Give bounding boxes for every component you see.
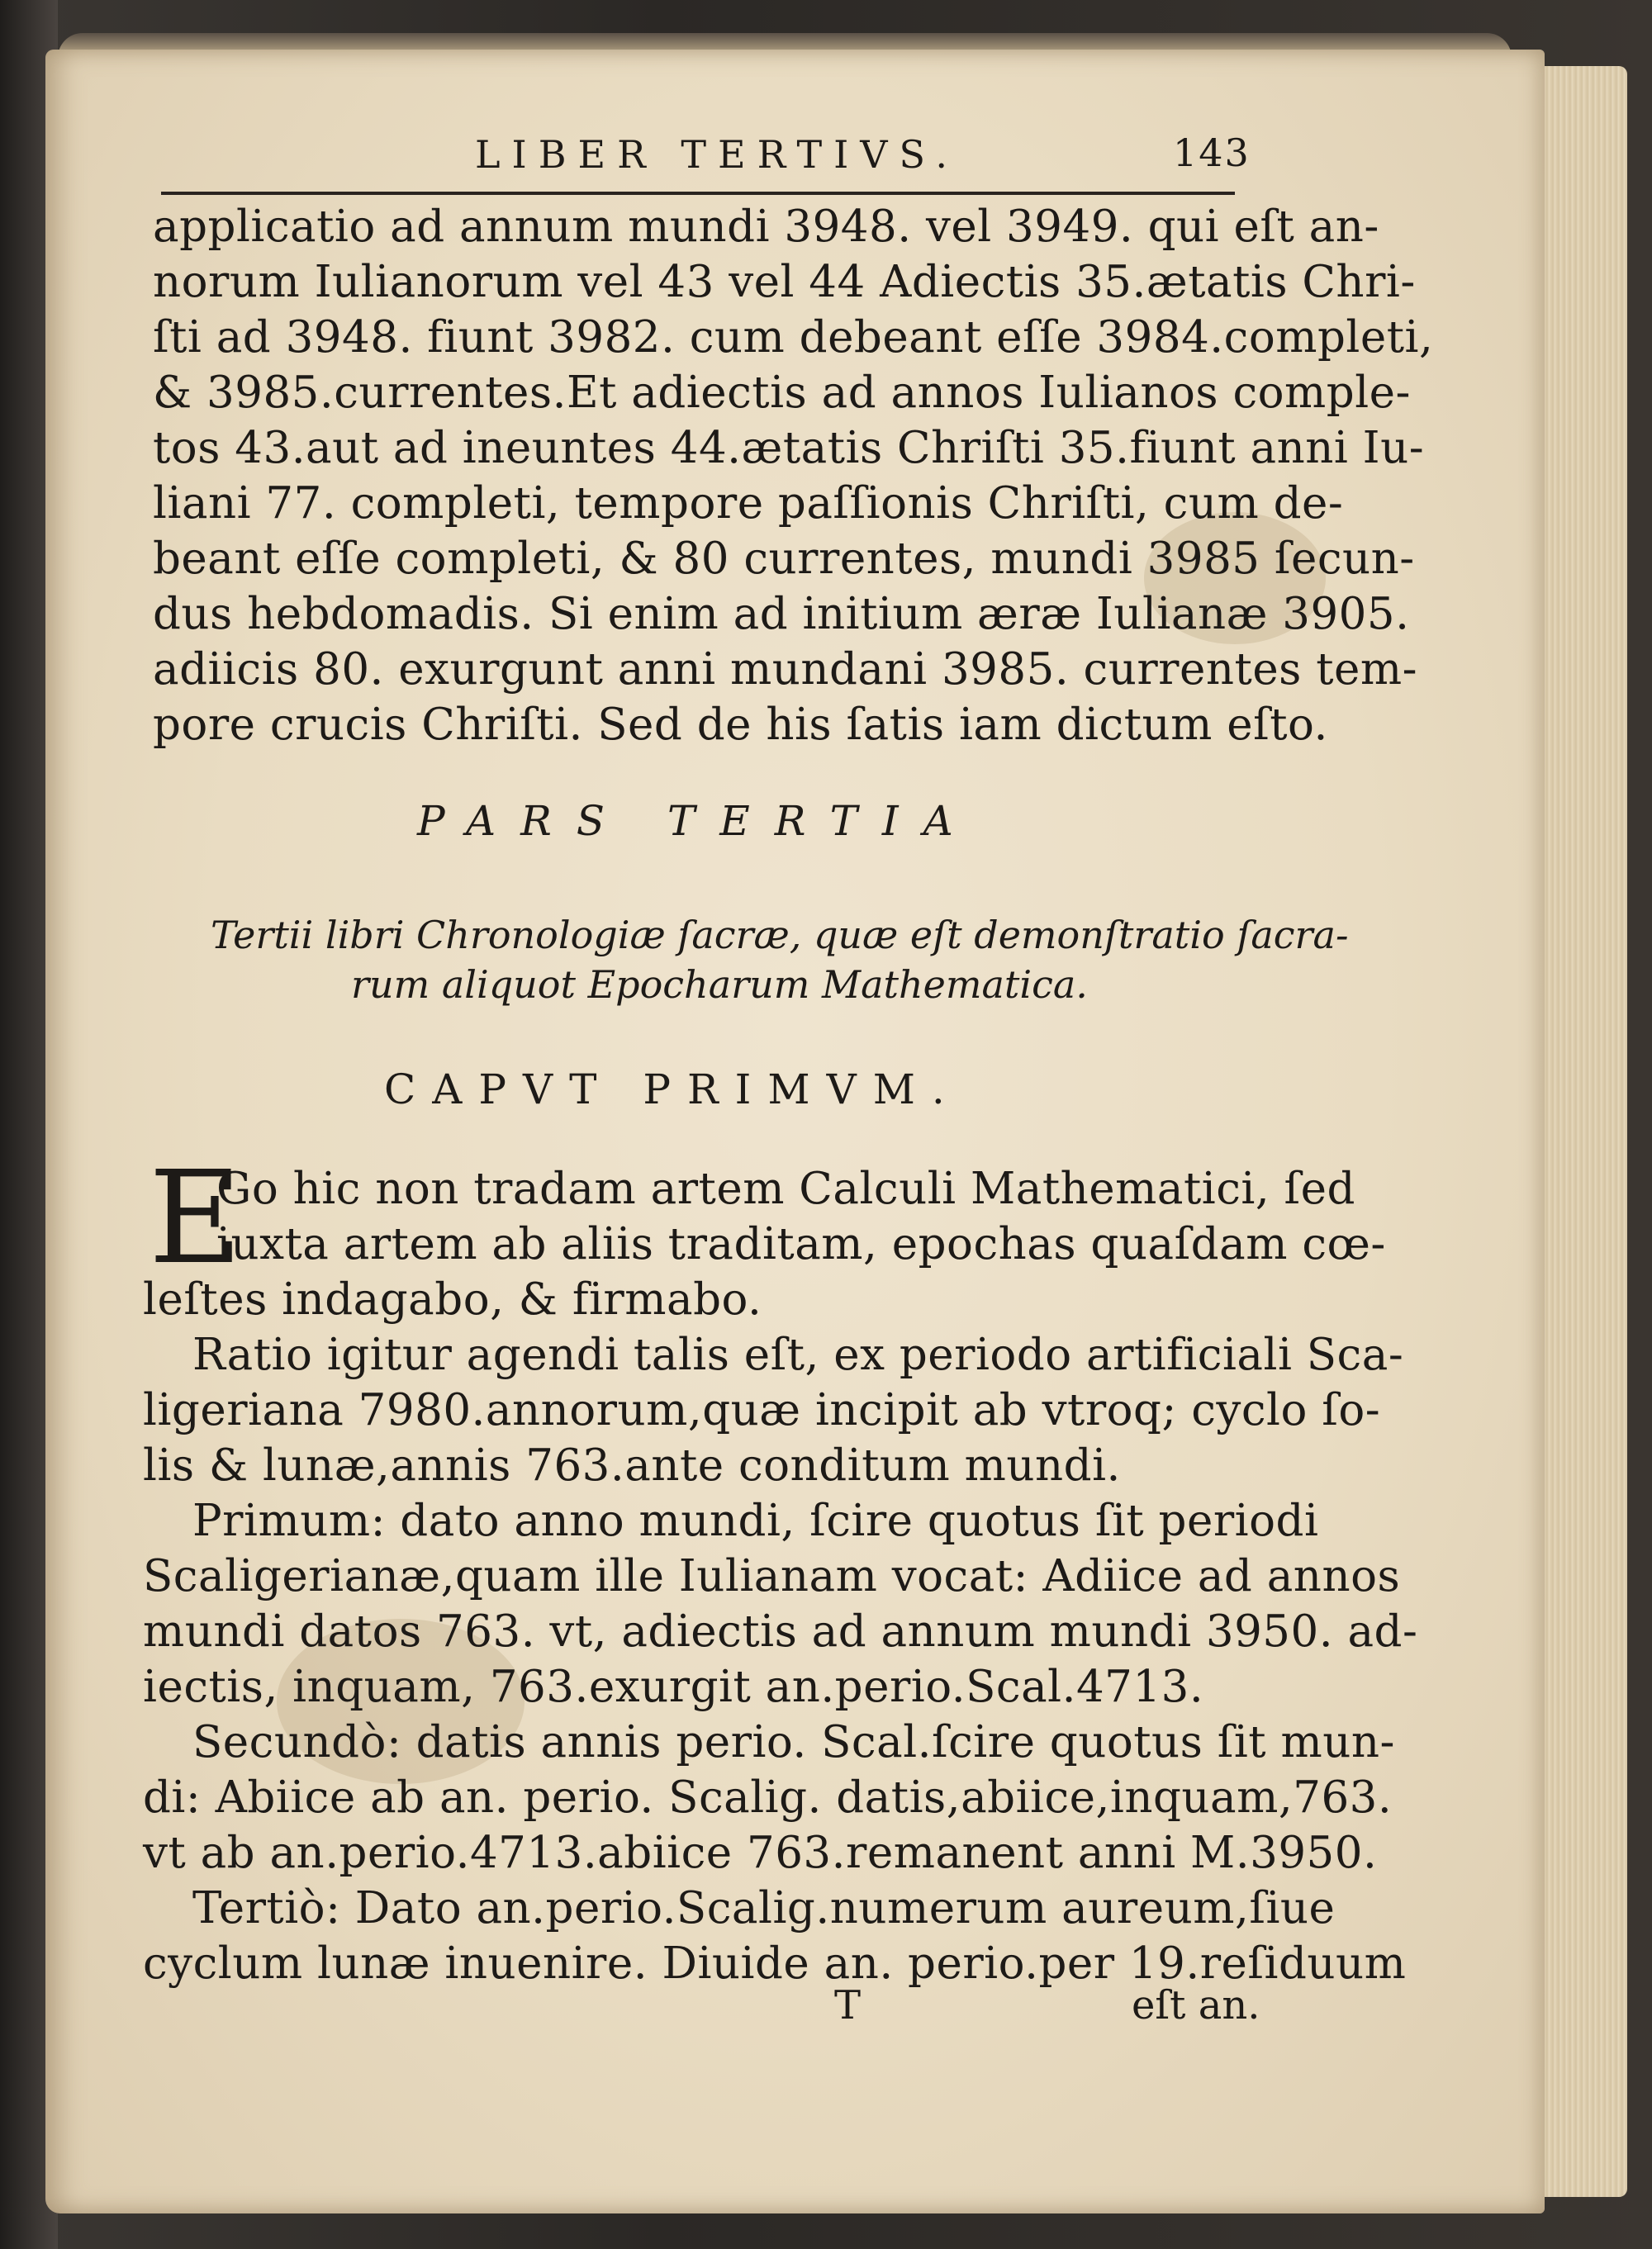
text-line: beant eſſe completi, & 80 currentes, mundi 3985 ſecun- (153, 534, 1415, 584)
drop-cap: E (149, 1143, 243, 1293)
text-line: adiicis 80. exurgunt anni mundani 3985. currentes tem- (153, 644, 1418, 695)
text-line: norum Iulianorum vel 43 vel 44 Adiectis 35.ætatis Chri- (153, 257, 1416, 307)
text-line: leſtes indagabo, & firmabo. (143, 1274, 762, 1325)
text-line: iuxta artem ab aliis traditam, epochas quaſdam cœ- (216, 1219, 1386, 1269)
header-rule (161, 192, 1235, 195)
text-line: Go hic non tradam artem Calculi Mathematici, ſed (216, 1164, 1355, 1214)
text-line: Secundò: datis annis perio. Scal.ſcire quotus ſit mun- (192, 1717, 1395, 1767)
text-line: dus hebdomadis. Si enim ad initium æræ Iulianæ 3905. (153, 589, 1410, 639)
text-line: lis & lunæ,annis 763.ante conditum mundi. (143, 1440, 1121, 1491)
text-line: Ratio igitur agendi talis eſt, ex periodo artificiali Sca- (192, 1330, 1404, 1380)
text-line: liani 77. completi, tempore paſſionis Chriſti, cum de- (153, 478, 1344, 529)
subtitle-line: Tertii libri Chronologiæ ſacræ, quæ eſt demonſtratio ſacra- (211, 913, 1349, 957)
text-line: Scaligerianæ,quam ille Iulianam vocat: Adiice ad annos (143, 1551, 1401, 1601)
subtitle-line: rum aliquot Epocharum Mathematica. (351, 962, 1088, 1007)
catchword: eſt an. (1132, 1982, 1260, 2028)
signature-mark: T (834, 1982, 862, 2028)
text-line: ligeriana 7980.annorum,quæ incipit ab vtroq; cyclo ſo- (143, 1385, 1381, 1435)
text-line: Tertiò: Dato an.perio.Scalig.numerum aureum,ſiue (192, 1883, 1336, 1933)
page-number: 143 (1173, 130, 1251, 175)
text-line: mundi datos 763. vt, adiectis ad annum mundi 3950. ad- (143, 1606, 1418, 1657)
section-heading: PARS TERTIA (417, 797, 978, 845)
text-line: di: Abiice ab an. perio. Scalig. datis,abiice,inquam,763. (143, 1772, 1393, 1823)
text-line: ſti ad 3948. fiunt 3982. cum debeant eſſe 3984.completi, (153, 312, 1434, 363)
text-line: tos 43.aut ad ineuntes 44.ætatis Chriſti 35.fiunt anni Iu- (153, 423, 1425, 473)
text-line: & 3985.currentes.Et adiectis ad annos Iulianos comple- (153, 368, 1411, 418)
text-line: pore crucis Chriſti. Sed de his ſatis iam dictum eſto. (153, 700, 1328, 750)
text-line: cyclum lunæ inuenire. Diuide an. perio.per 19.reſiduum (143, 1938, 1407, 1989)
text-line: vt ab an.perio.4713.abiice 763.remanent anni M.3950. (143, 1828, 1378, 1878)
text-line: Primum: dato anno mundi, ſcire quotus ſit periodi (192, 1496, 1319, 1546)
chapter-heading: CAPVT PRIMVM. (384, 1065, 961, 1113)
text-line: applicatio ad annum mundi 3948. vel 3949. qui eſt an- (153, 202, 1379, 252)
text-line: iectis, inquam, 763.exurgit an.perio.Scal.4713. (143, 1662, 1204, 1712)
running-header-title: LIBER TERTIVS. (475, 132, 960, 177)
